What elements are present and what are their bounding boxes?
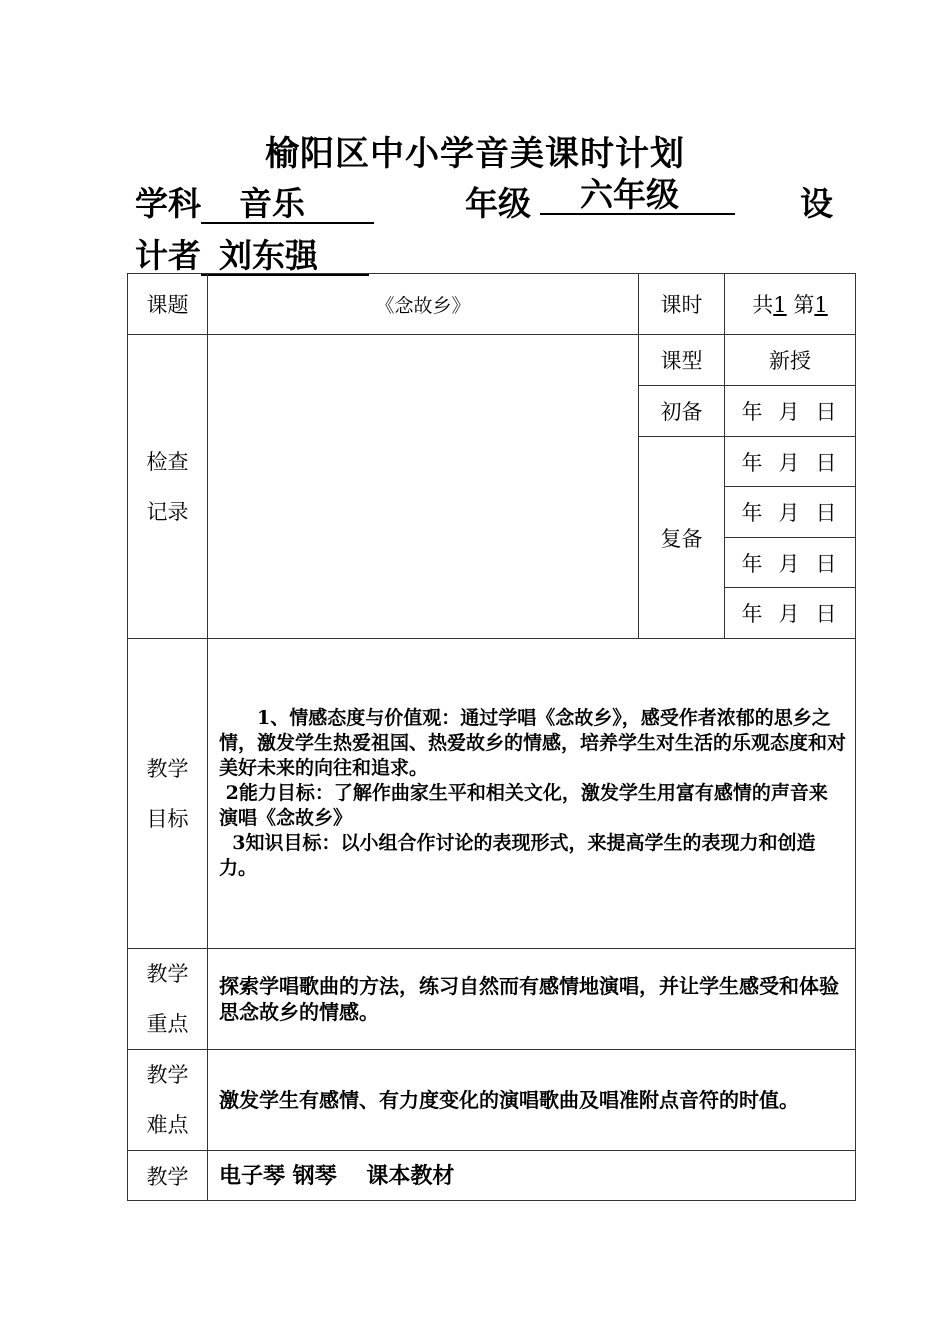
key-label-2: 重点 xyxy=(146,1012,189,1036)
difficulty-label xyxy=(128,1050,208,1151)
goals-content xyxy=(208,639,856,949)
grade-label: 年级 xyxy=(465,184,531,223)
check-record-label xyxy=(128,335,208,639)
goal-item-2: 2能力目标：了解作曲家生平和相关文化，激发学生用富有感情的声音来演唱《念故乡》 xyxy=(219,782,828,829)
meta-line-1 xyxy=(135,175,835,225)
designer-label-part1: 设 xyxy=(800,184,833,223)
grade-value: 六年级 xyxy=(540,178,735,215)
initial-prep-label: 初备 xyxy=(639,386,725,437)
page-title: 榆阳区中小学音美课时计划 xyxy=(265,134,685,174)
type-value: 新授 xyxy=(725,335,856,386)
key-label-1: 教学 xyxy=(146,962,189,986)
difficulty-content: 激发学生有感情、有力度变化的演唱歌曲及唱准附点音符的时值。 xyxy=(208,1050,856,1151)
key-points-content: 探索学唱歌曲的方法，练习自然而有感情地演唱，并让学生感受和体验思念故乡的情感。 xyxy=(208,949,856,1050)
hours-prefix: 共 xyxy=(752,293,774,317)
subject-value: 音乐 xyxy=(201,187,374,224)
type-label: 课型 xyxy=(639,335,725,386)
goal-item-1: 1、情感态度与价值观：通过学唱《念故乡》，感受作者浓郁的思乡之情，激发学生热爱祖国、热爱故乡的情感，培养学生对生活的乐观态度和对美好未来的向往和追求。 xyxy=(219,707,847,779)
hours-current: 1 xyxy=(814,293,828,317)
re-prep-date-3: 年月日 xyxy=(725,538,856,588)
initial-prep-date: 年月日 xyxy=(725,386,856,437)
goal-item-3: 3知识目标：以小组合作讨论的表现形式，来提高学生的表现力和创造力。 xyxy=(219,832,816,879)
lesson-plan-table xyxy=(127,273,856,1201)
materials-content: 电子琴 钢琴 课本教材 xyxy=(208,1151,856,1201)
subject-label: 学科 xyxy=(135,184,201,223)
hours-label: 课时 xyxy=(639,274,725,335)
designer-label-part2: 计者 xyxy=(135,236,201,275)
re-prep-date-1: 年月日 xyxy=(725,437,856,487)
designer-value: 刘东强 xyxy=(201,239,369,276)
re-prep-label: 复备 xyxy=(639,437,725,639)
key-points-label xyxy=(128,949,208,1050)
check-label-1: 检查 xyxy=(146,449,189,474)
difficulty-label-2: 难点 xyxy=(146,1113,189,1137)
hours-mid: 第 xyxy=(793,293,815,317)
hours-value xyxy=(725,274,856,335)
check-record-content xyxy=(208,335,639,639)
hours-total: 1 xyxy=(773,293,787,317)
topic-label: 课题 xyxy=(128,274,208,335)
goals-label-1: 教学 xyxy=(146,756,189,781)
re-prep-date-2: 年月日 xyxy=(725,487,856,538)
materials-label: 教学 xyxy=(128,1151,208,1201)
goals-label-2: 目标 xyxy=(146,806,189,831)
re-prep-date-4: 年月日 xyxy=(725,588,856,639)
goals-label xyxy=(128,639,208,949)
check-label-2: 记录 xyxy=(146,499,189,524)
difficulty-label-1: 教学 xyxy=(146,1063,189,1087)
meta-line-2 xyxy=(135,230,369,277)
topic-value: 《念故乡》 xyxy=(208,274,639,335)
